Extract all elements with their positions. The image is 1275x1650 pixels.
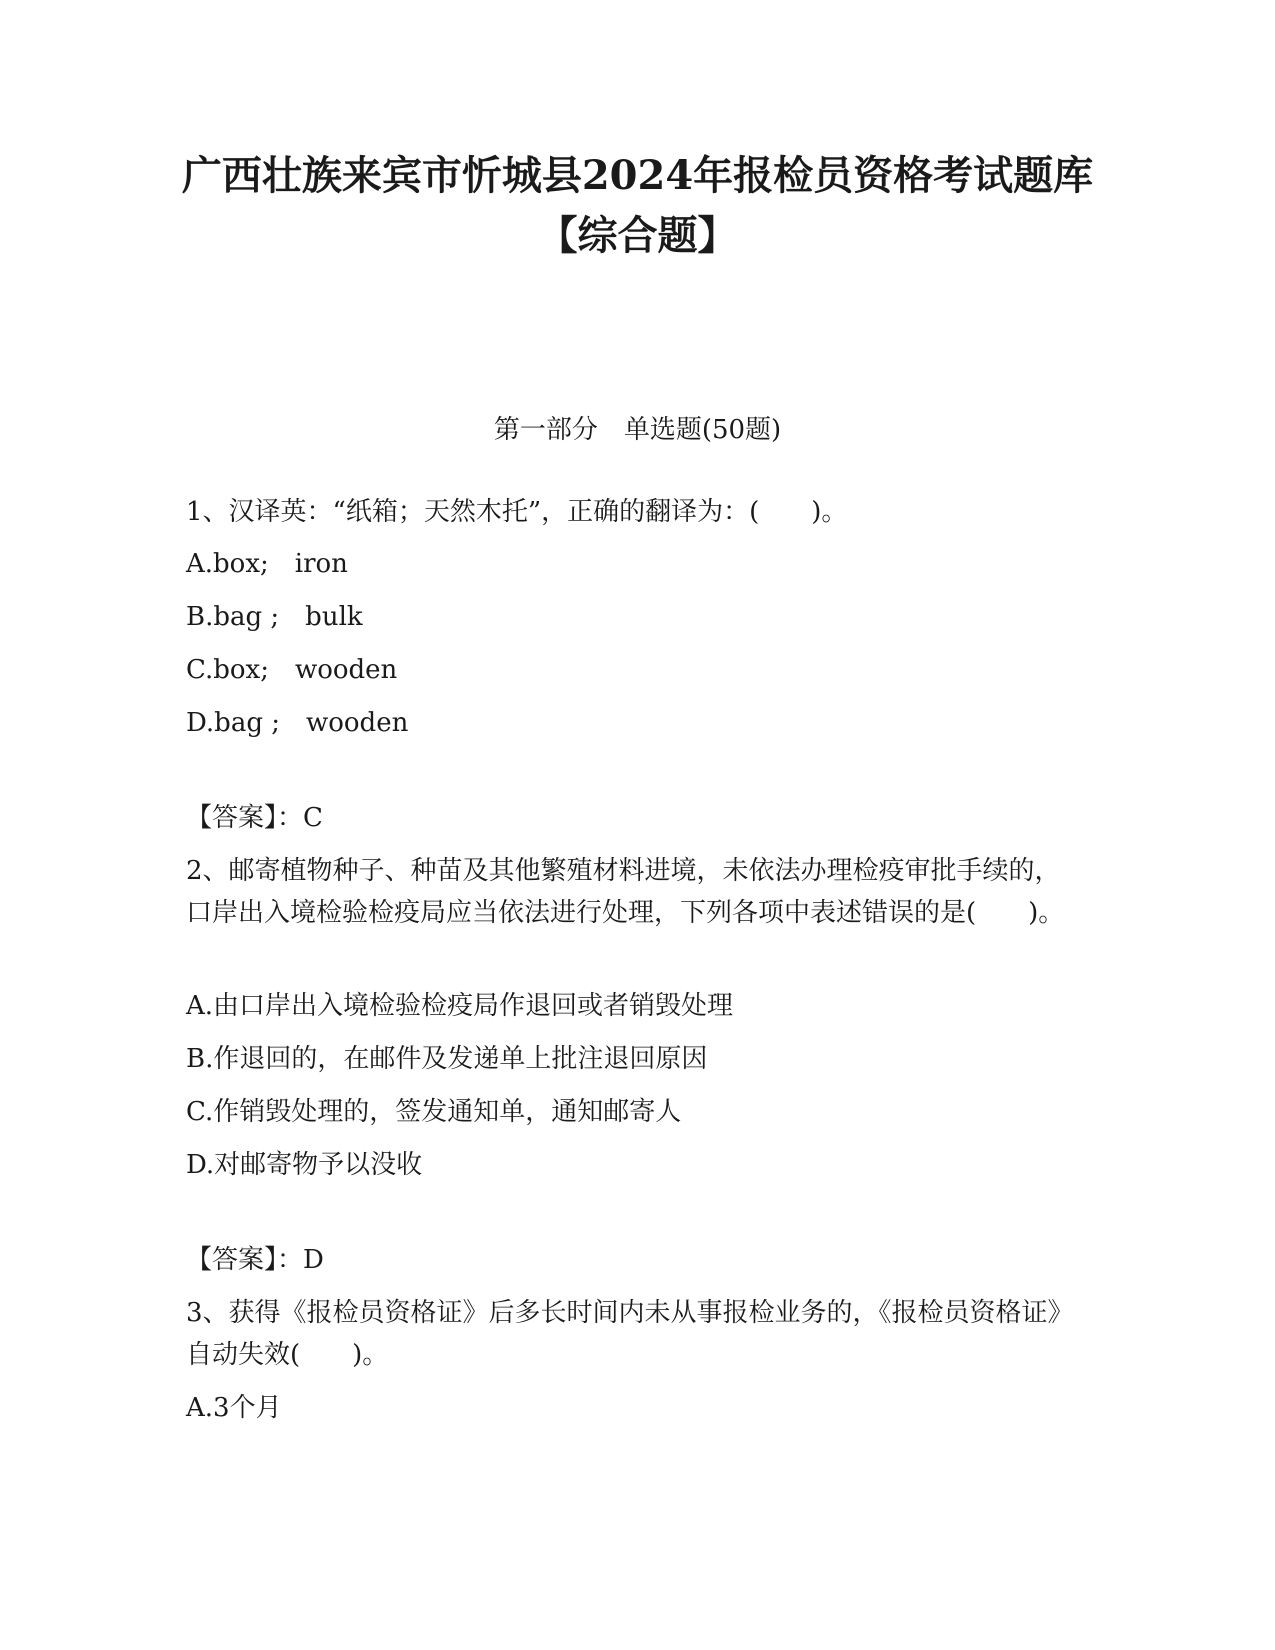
answer-key: 【答案】：D <box>186 1245 324 1275</box>
question-stem: 2、邮寄植物种子、种苗及其他繁殖材料进境，未依法办理检疫审批手续的，口岸出入境检验检疫局应当依法进行处理，下列各项中表述错误的是( )。 <box>186 856 1065 928</box>
section-heading: 第一部分 单选题(50题) <box>493 415 782 445</box>
answer-option: A.box; iron <box>186 549 348 579</box>
answer-option: C.作销毁处理的，签发通知单，通知邮寄人 <box>186 1097 682 1127</box>
answer-option: A.由口岸出入境检验检疫局作退回或者销毁处理 <box>186 991 734 1021</box>
answer-option: D.对邮寄物予以没收 <box>186 1150 423 1180</box>
answer-option: B.作退回的，在邮件及发递单上批注退回原因 <box>186 1044 708 1074</box>
answer-option: C.box; wooden <box>186 655 398 685</box>
answer-option: A.3个月 <box>186 1393 282 1423</box>
question-stem: 3、获得《报检员资格证》后多长时间内未从事报检业务的，《报检员资格证》自动失效( )。 <box>186 1298 1074 1370</box>
question-stem: 1、汉译英：“纸箱；天然木托”，正确的翻译为：( )。 <box>186 497 848 527</box>
answer-option: D.bag ; wooden <box>186 708 409 738</box>
document-title: 广西壮族来宾市忻城县2024年报检员资格考试题库【综合题】 <box>181 152 1094 259</box>
answer-option: B.bag ; bulk <box>186 602 363 632</box>
answer-key: 【答案】：C <box>186 803 323 833</box>
